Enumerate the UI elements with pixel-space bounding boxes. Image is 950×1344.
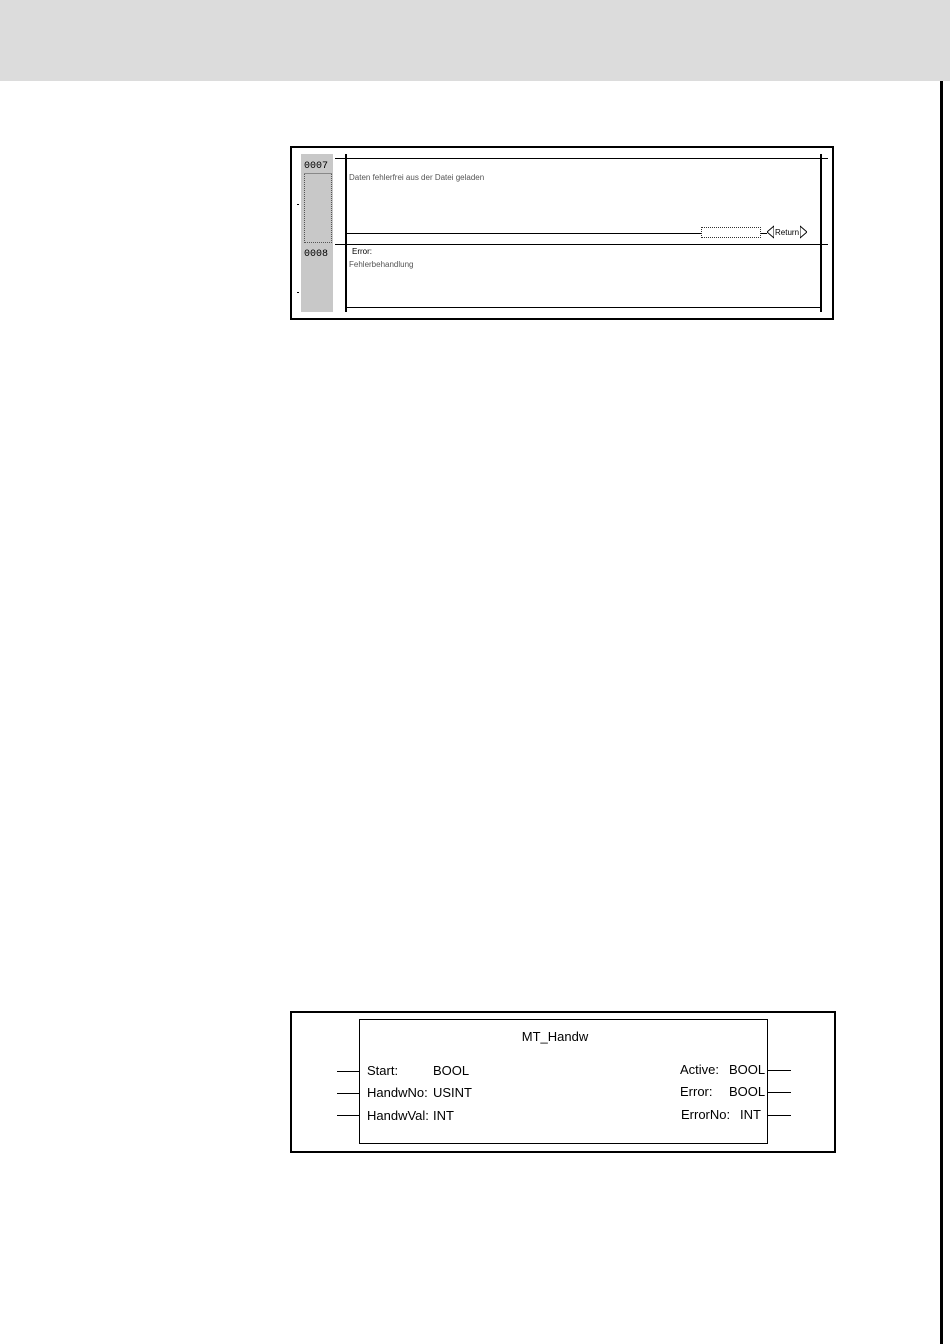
input-pin-line: [337, 1093, 359, 1094]
page-header-band: [0, 0, 950, 81]
return-element[interactable]: [767, 225, 807, 239]
network-comment: Daten fehlerfrei aus der Datei geladen: [349, 173, 485, 182]
return-label: Return: [775, 227, 800, 237]
output-name-errorno: ErrorNo:: [681, 1107, 731, 1122]
gutter-tick: [297, 204, 299, 205]
empty-element-placeholder[interactable]: [701, 227, 761, 238]
right-power-rail: [820, 154, 822, 312]
network-number-0007[interactable]: 0007: [304, 161, 329, 172]
network-selection-marker: [304, 173, 332, 243]
output-pin-line: [768, 1115, 791, 1116]
input-type-handwno: USINT: [433, 1085, 472, 1100]
input-type-start: BOOL: [433, 1063, 470, 1078]
output-type-error: BOOL: [729, 1084, 766, 1099]
input-type-handwval: INT: [433, 1108, 454, 1123]
output-type-active: BOOL: [729, 1062, 766, 1077]
network-number-0008[interactable]: 0008: [304, 249, 329, 260]
input-pin-line: [337, 1071, 359, 1072]
input-name-handwno: HandwNo:: [367, 1085, 428, 1100]
input-name-start: Start:: [367, 1063, 399, 1078]
rung-wire: [347, 233, 701, 234]
network-comment: Fehlerbehandlung: [349, 260, 414, 269]
output-pin-line: [768, 1092, 791, 1093]
network-label: Error:: [352, 247, 372, 256]
return-left-arrow-icon: [767, 225, 774, 239]
network-bottom-line: [347, 307, 820, 308]
output-pin-line: [768, 1070, 791, 1071]
network-separator: [335, 158, 828, 159]
function-block-name: MT_Handw: [521, 1029, 589, 1044]
output-type-errorno: INT: [740, 1107, 761, 1122]
return-right-arrow-icon: [800, 225, 807, 239]
network-separator: [335, 244, 828, 245]
input-name-handwval: HandwVal:: [367, 1108, 429, 1123]
page-margin-rule: [940, 81, 943, 1344]
output-name-error: Error:: [680, 1084, 713, 1099]
gutter-tick: [297, 292, 299, 293]
output-name-active: Active:: [680, 1062, 720, 1077]
network-number-underline: [304, 173, 332, 174]
input-pin-line: [337, 1115, 359, 1116]
